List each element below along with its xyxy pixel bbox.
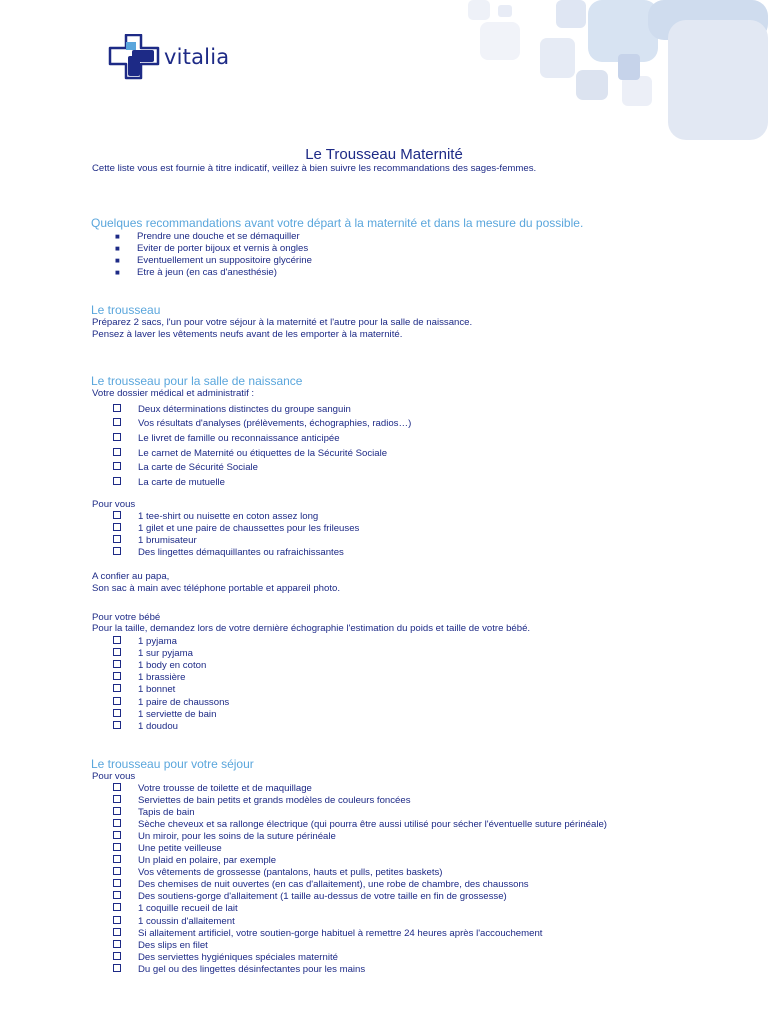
checklist-item[interactable]: Des lingettes démaquillantes ou rafraichissantes — [113, 546, 359, 558]
brand-name: vitalia — [164, 45, 230, 69]
dossier-label: Votre dossier médical et administratif : — [92, 388, 255, 399]
recommandations-heading: Quelques recommandations avant votre départ à la maternité et dans la mesure du possible. — [91, 216, 584, 230]
checklist-item[interactable]: 1 paire de chaussons — [113, 696, 229, 708]
checklist-item[interactable]: Si allaitement artificiel, votre soutien-gorge habituel à remettre 24 heures après l'accouchement — [113, 927, 607, 939]
checkbox[interactable] — [113, 684, 121, 692]
page-title: Le Trousseau Maternité — [305, 146, 463, 163]
checklist-item[interactable]: 1 bonnet — [113, 684, 229, 696]
checkbox[interactable] — [113, 636, 121, 644]
checkbox[interactable] — [113, 660, 121, 668]
pour-vous-checklist — [113, 510, 359, 558]
bullet-icon: ■ — [115, 231, 120, 241]
checkbox[interactable] — [113, 903, 121, 911]
checkbox[interactable] — [113, 433, 121, 441]
bebe-label: Pour votre bébé — [92, 612, 161, 623]
checklist-item[interactable]: Vos vêtements de grossesse (pantalons, hauts et pulls, petites baskets) — [113, 867, 607, 879]
bullet-icon: ■ — [115, 267, 120, 277]
checklist-item[interactable]: Votre trousse de toilette et de maquillage — [113, 782, 607, 794]
checkbox[interactable] — [113, 940, 121, 948]
bullet-icon: ■ — [115, 255, 120, 265]
checklist-item[interactable]: Deux déterminations distinctes du groupe sanguin — [113, 402, 411, 417]
sejour-heading: Le trousseau pour votre séjour — [91, 757, 254, 771]
checkbox[interactable] — [113, 855, 121, 863]
vitalia-logo — [108, 34, 229, 80]
bebe-checklist — [113, 635, 229, 733]
checklist-item[interactable]: Tapis de bain — [113, 806, 607, 818]
checkbox[interactable] — [113, 891, 121, 899]
checklist-item[interactable]: Un plaid en polaire, par exemple — [113, 855, 607, 867]
checkbox[interactable] — [113, 952, 121, 960]
checklist-item[interactable]: Des serviettes hygiéniques spéciales maternité — [113, 951, 607, 963]
pour-vous-label: Pour vous — [92, 499, 136, 510]
checkbox[interactable] — [113, 928, 121, 936]
checkbox[interactable] — [113, 648, 121, 656]
checkbox[interactable] — [113, 843, 121, 851]
checkbox[interactable] — [113, 807, 121, 815]
sejour-pour-vous-label: Pour vous — [92, 771, 136, 782]
checkbox[interactable] — [113, 477, 121, 485]
trousseau-line: Pensez à laver les vêtements neufs avant de les emporter à la maternité. — [92, 329, 403, 340]
checkbox[interactable] — [113, 672, 121, 680]
checkbox[interactable] — [113, 831, 121, 839]
salle-naissance-heading: Le trousseau pour la salle de naissance — [91, 374, 303, 388]
decorative-squares — [468, 0, 768, 140]
bullet-icon: ■ — [115, 243, 120, 253]
intro-text: Cette liste vous est fournie à titre indicatif, veillez à bien suivre les recommandations des sages-femmes. — [92, 163, 537, 174]
trousseau-line: Préparez 2 sacs, l'un pour votre séjour à la maternité et l'autre pour la salle de naissance. — [92, 317, 473, 328]
checklist-item[interactable]: Le carnet de Maternité ou étiquettes de la Sécurité Sociale — [113, 446, 411, 461]
papa-line: A confier au papa, — [92, 571, 170, 582]
list-item: ■ Eviter de porter bijoux et vernis à ongles — [115, 242, 309, 254]
checkbox[interactable] — [113, 709, 121, 717]
sejour-checklist — [113, 782, 607, 976]
checkbox[interactable] — [113, 721, 121, 729]
checklist-item[interactable]: Du gel ou des lingettes désinfectantes pour les mains — [113, 963, 607, 975]
checkbox[interactable] — [113, 697, 121, 705]
checklist-item[interactable]: Le livret de famille ou reconnaissance anticipée — [113, 431, 411, 446]
checkbox[interactable] — [113, 819, 121, 827]
checklist-item[interactable]: 1 tee-shirt ou nuisette en coton assez long — [113, 510, 359, 522]
checklist-item[interactable]: 1 gilet et une paire de chaussettes pour les frileuses — [113, 522, 359, 534]
dossier-checklist — [113, 402, 411, 490]
list-item: ■ Eventuellement un suppositoire glycérine — [115, 254, 312, 266]
checklist-item[interactable]: Des chemises de nuit ouvertes (en cas d'allaitement), une robe de chambre, des chaussons — [113, 879, 607, 891]
checkbox[interactable] — [113, 916, 121, 924]
checkbox[interactable] — [113, 462, 121, 470]
checklist-item[interactable]: Vos résultats d'analyses (prélèvements, échographies, radios…) — [113, 417, 411, 432]
checkbox[interactable] — [113, 511, 121, 519]
trousseau-heading: Le trousseau — [91, 303, 161, 317]
checklist-item[interactable]: 1 coquille recueil de lait — [113, 903, 607, 915]
recommandations-list — [115, 230, 312, 278]
checklist-item[interactable]: Sèche cheveux et sa rallonge électrique (qui pourra être aussi utilisé pour sécher l'éventuelle suture périnéale) — [113, 818, 607, 830]
checklist-item[interactable]: 1 doudou — [113, 720, 229, 732]
list-item: ■ Prendre une douche et se démaquiller — [115, 230, 300, 242]
checklist-item[interactable]: Serviettes de bain petits et grands modèles de couleurs foncées — [113, 794, 607, 806]
checkbox[interactable] — [113, 547, 121, 555]
bebe-note: Pour la taille, demandez lors de votre dernière échographie l'estimation du poids et taille de votre bébé. — [92, 623, 531, 634]
list-item: ■ Etre à jeun (en cas d'anesthésie) — [115, 266, 277, 278]
checklist-item[interactable]: La carte de mutuelle — [113, 475, 411, 490]
checklist-item[interactable]: 1 brassière — [113, 672, 229, 684]
papa-line: Son sac à main avec téléphone portable et appareil photo. — [92, 583, 341, 594]
checklist-item[interactable]: 1 coussin d'allaitement — [113, 915, 607, 927]
checklist-item[interactable]: La carte de Sécurité Sociale — [113, 460, 411, 475]
checkbox[interactable] — [113, 523, 121, 531]
checkbox[interactable] — [113, 535, 121, 543]
checklist-item[interactable]: 1 serviette de bain — [113, 708, 229, 720]
checkbox[interactable] — [113, 879, 121, 887]
checklist-item[interactable]: 1 sur pyjama — [113, 647, 229, 659]
checkbox[interactable] — [113, 795, 121, 803]
checkbox[interactable] — [113, 964, 121, 972]
checkbox[interactable] — [113, 783, 121, 791]
checklist-item[interactable]: 1 body en coton — [113, 659, 229, 671]
checklist-item[interactable]: Des slips en filet — [113, 939, 607, 951]
checkbox[interactable] — [113, 448, 121, 456]
checkbox[interactable] — [113, 404, 121, 412]
checkbox[interactable] — [113, 418, 121, 426]
checklist-item[interactable]: Un miroir, pour les soins de la suture périnéale — [113, 830, 607, 842]
vitalia-cross-icon — [108, 34, 160, 80]
checkbox[interactable] — [113, 867, 121, 875]
checklist-item[interactable]: Des soutiens-gorge d'allaitement (1 taille au-dessus de votre taille en fin de grossesse) — [113, 891, 607, 903]
checklist-item[interactable]: 1 brumisateur — [113, 534, 359, 546]
checklist-item[interactable]: Une petite veilleuse — [113, 842, 607, 854]
checklist-item[interactable]: 1 pyjama — [113, 635, 229, 647]
